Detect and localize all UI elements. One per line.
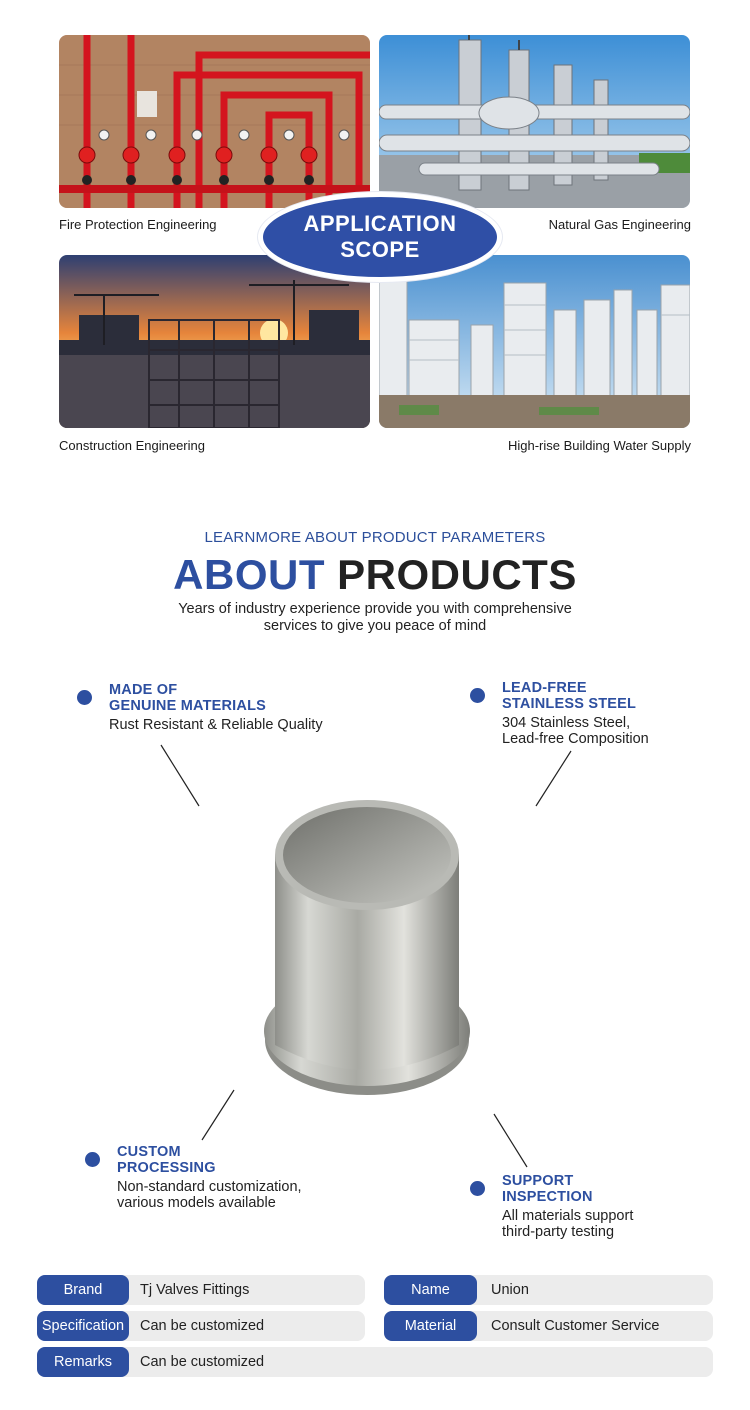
brand-label: Brand [37,1275,129,1305]
feature-title-line-2: STAINLESS STEEL [502,695,637,712]
remarks-label: Remarks [37,1347,129,1377]
caption-natural-gas: Natural Gas Engineering [548,217,691,232]
bullet-dot-icon [85,1152,100,1167]
feature-desc [502,715,649,747]
caption-construction: Construction Engineering [59,438,205,453]
subtitle-line-1: Years of industry experience provide you with comprehensive [178,601,572,617]
brand-value: Tj Valves Fittings [140,1282,250,1298]
feature-title-line-1: SUPPORT [502,1173,574,1189]
material-label: Material [384,1311,477,1341]
material-value: Consult Customer Service [491,1318,660,1334]
title-rest: PRODUCTS [337,551,577,598]
caption-fire-protection: Fire Protection Engineering [59,217,217,232]
feature-title [502,1174,593,1205]
feature-title-line-1: LEAD-FREE [502,680,587,696]
feature-title-line-1: CUSTOM [117,1144,181,1160]
feature-desc-line-2: third-party testing [502,1224,615,1240]
feature-title-line-2: PROCESSING [117,1159,216,1176]
name-value: Union [491,1282,529,1298]
feature-desc-line-1: Non-standard customization, [117,1179,302,1195]
feature-desc-line-2: Lead-free Composition [502,731,649,747]
feature-desc-line-2: various models available [117,1195,276,1211]
feature-desc [502,1208,633,1240]
feature-desc [117,1179,302,1211]
feature-title [117,1145,216,1176]
feature-title [109,683,266,714]
section-kicker: LEARNMORE ABOUT PRODUCT PARAMETERS [204,529,546,546]
feature-title-line-2: INSPECTION [502,1188,593,1205]
feature-desc [109,717,323,733]
bullet-dot-icon [77,690,92,705]
bullet-dot-icon [470,1181,485,1196]
title-highlight: ABOUT [173,551,325,598]
feature-desc-line-1: Rust Resistant & Reliable Quality [109,717,323,733]
feature-desc-line-1: All materials support [502,1208,634,1224]
feature-title-line-1: MADE OF [109,682,178,698]
name-label: Name [384,1275,477,1305]
feature-title-line-2: GENUINE MATERIALS [109,697,266,714]
spec-row-remarks [37,1347,713,1377]
badge-line-1: APPLICATION [303,211,457,236]
caption-high-rise: High-rise Building Water Supply [507,438,691,453]
specification-label: Specification [37,1311,129,1341]
feature-title [502,681,636,712]
bullet-dot-icon [470,688,485,703]
subtitle-line-2: services to give you peace of mind [263,618,487,634]
specification-value: Can be customized [140,1318,265,1334]
badge-line-2: SCOPE [340,237,420,262]
product-stub-end-image [262,795,472,1100]
feature-desc-line-1: 304 Stainless Steel, [502,715,631,731]
remarks-value: Can be customized [140,1354,265,1370]
